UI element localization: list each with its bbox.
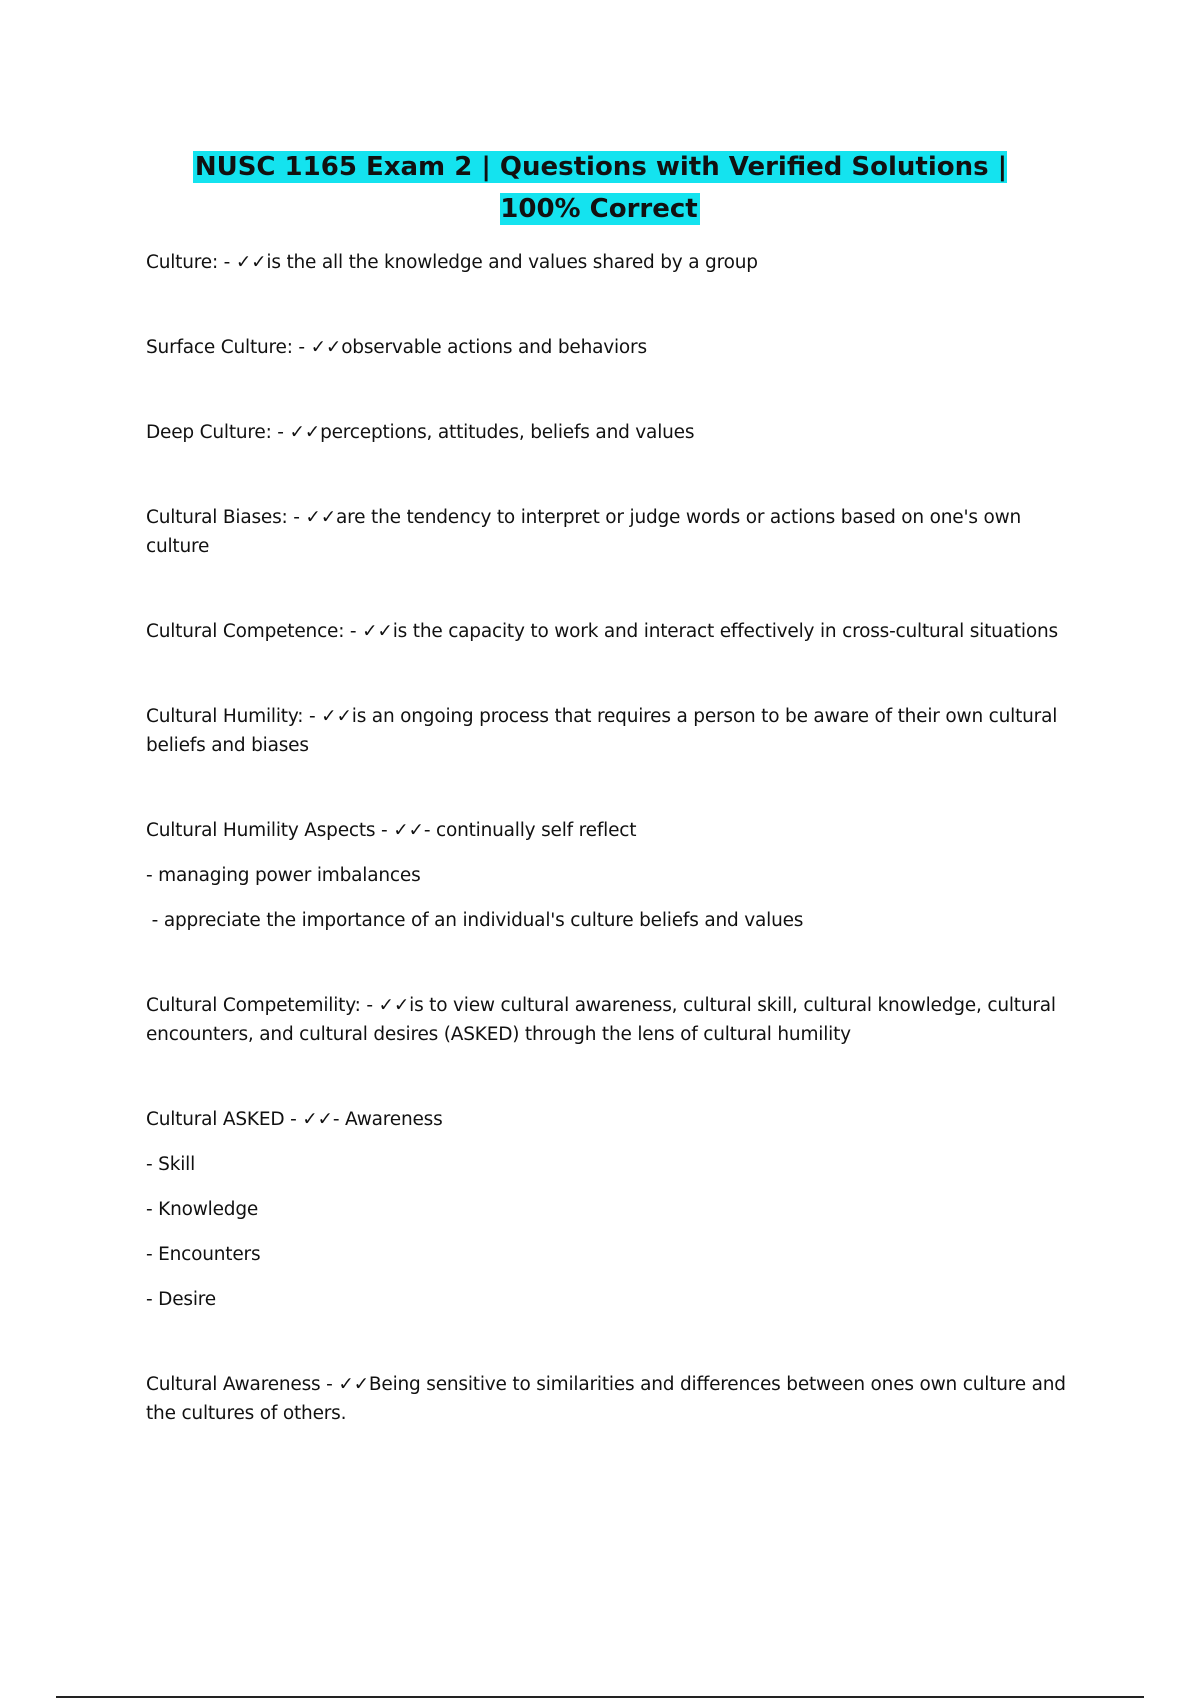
definition: is to view cultural awareness, cultural skill, cultural knowledge, cultural encounters, and cultural desires (ASKED) through the lens of cultural humility — [146, 995, 1056, 1045]
definition: is the capacity to work and interact effectively in cross-cultural situations — [392, 621, 1058, 642]
check-icon: ✓✓ — [305, 507, 337, 528]
definition: - Awareness — [332, 1109, 443, 1130]
entry-cultural-asked — [146, 1105, 1066, 1314]
entry-cultural-awareness — [146, 1370, 1066, 1428]
term: Cultural ASKED - — [146, 1109, 303, 1130]
sub-line: - Desire — [146, 1289, 216, 1310]
check-icon: ✓✓ — [362, 621, 393, 642]
sub-line: - Knowledge — [146, 1199, 259, 1220]
check-icon: ✓✓ — [310, 337, 342, 358]
sub-line: - appreciate the importance of an individual's culture beliefs and values — [146, 910, 804, 931]
check-icon: ✓✓ — [378, 995, 410, 1016]
definition: is the all the knowledge and values shared by a group — [266, 252, 758, 273]
check-icon: ✓✓ — [321, 706, 352, 727]
entry-cultural-competence — [146, 617, 1066, 646]
term: Cultural Biases: - — [146, 507, 306, 528]
definition: is an ongoing process that requires a person to be aware of their own cultural beliefs and biases — [146, 706, 1058, 756]
entry-cultural-competemility — [146, 991, 1066, 1049]
definition: are the tendency to interpret or judge words or actions based on one's own culture — [146, 507, 1022, 557]
definition: perceptions, attitudes, beliefs and values — [320, 422, 695, 443]
entry-surface-culture — [146, 333, 1066, 362]
entry-deep-culture — [146, 418, 1066, 447]
document-title — [150, 146, 1050, 230]
check-icon: ✓✓ — [338, 1374, 369, 1395]
term: Cultural Humility Aspects - — [146, 820, 394, 841]
definition: observable actions and behaviors — [341, 337, 647, 358]
term: Culture: - — [146, 252, 236, 273]
check-icon: ✓✓ — [393, 820, 424, 841]
definition: - continually self reflect — [423, 820, 637, 841]
entry-cultural-humility-aspects — [146, 816, 1066, 935]
sub-line: - Skill — [146, 1154, 196, 1175]
check-icon: ✓✓ — [289, 422, 321, 443]
entry-cultural-humility — [146, 702, 1066, 760]
term: Cultural Awareness - — [146, 1374, 339, 1395]
check-icon: ✓✓ — [302, 1109, 333, 1130]
term: Cultural Humility: - — [146, 706, 322, 727]
entry-cultural-biases — [146, 503, 1066, 561]
document-title-text: NUSC 1165 Exam 2 | Questions with Verified Solutions | 100% Correct — [194, 152, 1008, 224]
entries-list — [146, 248, 1066, 1428]
bottom-divider — [56, 1696, 1144, 1698]
term: Cultural Competence: - — [146, 621, 363, 642]
term: Cultural Competemility: - — [146, 995, 379, 1016]
definition: Being sensitive to similarities and differences between ones own culture and the cultures of others. — [146, 1374, 1066, 1424]
check-icon: ✓✓ — [235, 252, 267, 273]
term: Surface Culture: - — [146, 337, 311, 358]
term: Deep Culture: - — [146, 422, 290, 443]
sub-line: - managing power imbalances — [146, 865, 421, 886]
entry-culture — [146, 248, 1066, 277]
sub-line: - Encounters — [146, 1244, 261, 1265]
